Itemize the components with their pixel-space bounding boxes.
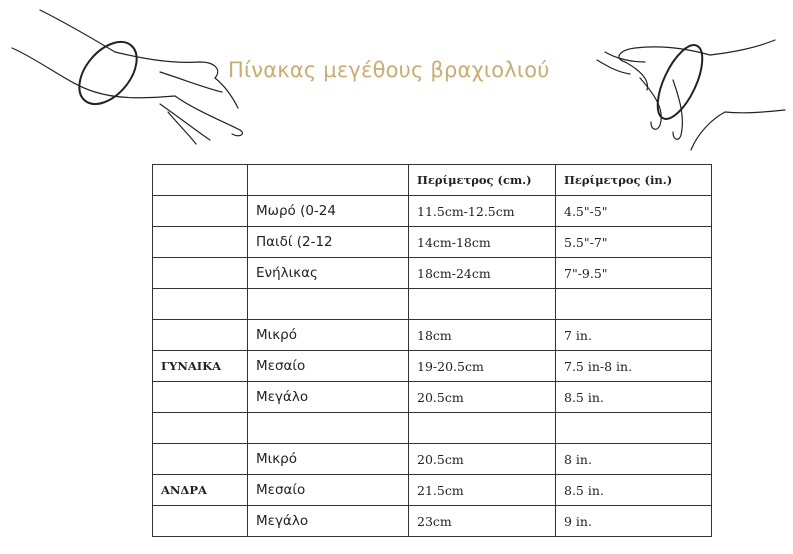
size-label-cell: Μεγάλο: [248, 382, 409, 413]
group-cell: [153, 227, 248, 258]
table-row: [153, 475, 712, 506]
table-row: [153, 227, 712, 258]
table-row: [153, 506, 712, 537]
in-value-cell: 9 in.: [556, 506, 712, 537]
size-label-cell: Μικρό: [248, 320, 409, 351]
cm-value-cell: 18cm: [409, 320, 556, 351]
cm-value-cell: 11.5cm-12.5cm: [409, 196, 556, 227]
bracelet-size-table: [152, 164, 712, 537]
table-row: [153, 444, 712, 475]
cm-value-cell: 18cm-24cm: [409, 258, 556, 289]
header-cell-perimeter-cm: Περίμετρος (cm.): [409, 165, 556, 196]
group-cell: [153, 506, 248, 537]
in-value-cell: [556, 289, 712, 320]
cm-value-cell: 21.5cm: [409, 475, 556, 506]
table-row: [153, 258, 712, 289]
group-cell-men: ΑΝΔΡΑ: [153, 475, 248, 506]
header-cell: [248, 165, 409, 196]
cm-value-cell: [409, 289, 556, 320]
cm-value-cell: 19-20.5cm: [409, 351, 556, 382]
in-value-cell: 7.5 in-8 in.: [556, 351, 712, 382]
in-value-cell: 7"-9.5": [556, 258, 712, 289]
left-hand-bracelet-illustration: [0, 0, 260, 160]
in-value-cell: [556, 413, 712, 444]
group-cell: [153, 444, 248, 475]
in-value-cell: 5.5"-7": [556, 227, 712, 258]
in-value-cell: 8.5 in.: [556, 382, 712, 413]
cm-value-cell: 20.5cm: [409, 444, 556, 475]
group-cell: [153, 258, 248, 289]
size-label-cell: [248, 413, 409, 444]
size-label-cell: Μεγάλο: [248, 506, 409, 537]
cm-value-cell: [409, 413, 556, 444]
size-label-cell: Μικρό: [248, 444, 409, 475]
cm-value-cell: 23cm: [409, 506, 556, 537]
in-value-cell: 8 in.: [556, 444, 712, 475]
table-header-row: [153, 165, 712, 196]
size-label-cell: Μεσαίο: [248, 475, 409, 506]
cm-value-cell: 20.5cm: [409, 382, 556, 413]
size-label-cell: Ενήλικας: [248, 258, 409, 289]
right-hand-bracelet-illustration: [585, 0, 793, 160]
page-title: Πίνακας μεγέθους βραχιολιού: [228, 58, 550, 82]
size-label-cell: Μωρό (0-24: [248, 196, 409, 227]
size-label-cell: [248, 289, 409, 320]
group-cell: [153, 413, 248, 444]
group-cell: [153, 320, 248, 351]
cm-value-cell: 14cm-18cm: [409, 227, 556, 258]
table-row: [153, 196, 712, 227]
group-cell: [153, 196, 248, 227]
table-row: [153, 382, 712, 413]
size-label-cell: Μεσαίο: [248, 351, 409, 382]
in-value-cell: 8.5 in.: [556, 475, 712, 506]
group-cell: [153, 289, 248, 320]
header-cell-perimeter-in: Περίμετρος (in.): [556, 165, 712, 196]
size-label-cell: Παιδί (2-12: [248, 227, 409, 258]
table-row: [153, 351, 712, 382]
table-row-spacer: [153, 289, 712, 320]
table-row: [153, 320, 712, 351]
group-cell-women: ΓΥΝΑΙΚΑ: [153, 351, 248, 382]
group-cell: [153, 382, 248, 413]
in-value-cell: 7 in.: [556, 320, 712, 351]
table-row-spacer: [153, 413, 712, 444]
in-value-cell: 4.5"-5": [556, 196, 712, 227]
header-cell: [153, 165, 248, 196]
